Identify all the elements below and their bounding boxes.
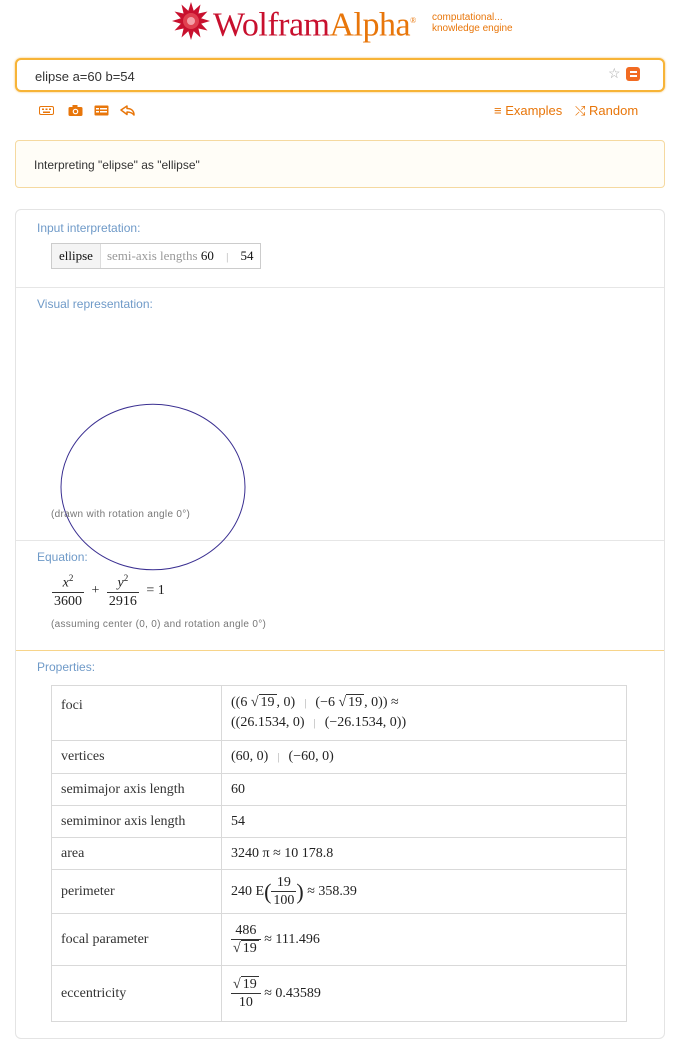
keyboard-icon[interactable] — [39, 104, 54, 117]
area-approx: ≈ 10 178.8 — [273, 845, 334, 861]
focal-parameter-approx: ≈ 111.496 — [264, 931, 320, 947]
perimeter-prefix: 240 E — [231, 883, 265, 899]
pod-equation — [16, 540, 664, 651]
favorite-star-icon[interactable]: ☆ — [608, 65, 621, 81]
fraction-numerator: 486 — [235, 922, 257, 938]
fraction-denominator: √ 19 — [231, 939, 261, 957]
focus-2-decimal: (−26.1534, 0) — [324, 715, 402, 730]
separator: | — [304, 697, 307, 709]
x-variable: x — [62, 575, 69, 591]
property-name: perimeter — [52, 870, 222, 914]
radicand: 19 — [242, 940, 257, 956]
pod-input-interpretation — [16, 210, 664, 288]
focus-2-coef: (−6 — [315, 695, 335, 710]
y-variable: y — [117, 575, 124, 591]
results-panel — [15, 209, 665, 1039]
equation-caption: (assuming center (0, 0) and rotation angle 0°) — [51, 619, 267, 630]
fraction-denominator: 10 — [231, 993, 261, 1011]
pod-properties — [16, 650, 664, 1051]
property-name: vertices — [52, 741, 222, 774]
visual-caption: (drawn with rotation angle 0°) — [51, 509, 191, 520]
property-value — [222, 741, 627, 774]
property-value — [222, 914, 627, 966]
logo-wordmark-wolfram: Wolfram — [213, 6, 330, 44]
radicand: 19 — [242, 976, 257, 992]
property-value: 240 E( $\frac{19}{100}$ ) ≈ 358.39 — [222, 870, 627, 914]
logo-wordmark[interactable] — [213, 0, 416, 46]
plus-sign: + — [91, 583, 100, 599]
input-interpretation-table — [51, 243, 261, 269]
property-value: ((6 √ 19 , 0) | (−6 √ 19 , 0)) ≈ ((26.1534, 0) | (−26.1534, 0)) — [222, 686, 627, 741]
camera-icon[interactable] — [68, 104, 83, 117]
vertex-1: (60, 0) — [231, 749, 269, 764]
property-name: foci — [52, 686, 222, 741]
property-row-perimeter — [52, 870, 627, 914]
separator: | — [313, 717, 316, 729]
focus-2-radicand: 19 — [348, 695, 363, 710]
pod-visual-representation — [16, 287, 664, 541]
equals-one: = 1 — [146, 583, 165, 599]
tagline-line-1: computational... — [432, 12, 503, 23]
separator: | — [226, 251, 229, 263]
property-value — [222, 838, 627, 870]
property-row-semimajor — [52, 774, 627, 806]
x-exponent: 2 — [68, 573, 74, 583]
input-value-b: 54 — [240, 248, 254, 263]
examples-link[interactable]: ≡ Examples — [494, 103, 563, 118]
property-name: eccentricity — [52, 966, 222, 1022]
pod-title: Properties: — [37, 660, 96, 674]
search-input[interactable] — [33, 64, 597, 88]
focus-1-radicand: 19 — [260, 695, 275, 710]
property-row-focal-parameter — [52, 914, 627, 966]
tagline — [432, 12, 513, 34]
property-value: 54 — [222, 806, 627, 838]
share-icon[interactable] — [120, 104, 135, 117]
focus-1-coef: (6 — [235, 695, 248, 710]
y-exponent: 2 — [123, 573, 129, 583]
wolfram-star-logo[interactable] — [171, 1, 211, 41]
y-fraction — [107, 573, 139, 610]
fraction-numerator: √ 19 — [233, 976, 257, 992]
interpretation-notice — [15, 140, 665, 188]
logo-wordmark-alpha: Alpha — [329, 6, 411, 44]
vertex-2: (−60, 0) — [288, 749, 334, 764]
perimeter-fraction — [271, 875, 296, 909]
property-row-eccentricity — [52, 966, 627, 1022]
search-box — [15, 58, 665, 92]
property-row-area — [52, 838, 627, 870]
random-link[interactable]: ⤭ Random — [575, 103, 639, 118]
approx-sign: ≈ — [391, 695, 399, 710]
header — [0, 0, 674, 50]
property-row-vertices — [52, 741, 627, 774]
property-row-semiminor — [52, 806, 627, 838]
focus-2-tail: , 0) — [364, 695, 383, 710]
area-exact: 3240 π — [231, 845, 270, 861]
input-value-a: 60 — [200, 248, 214, 263]
fraction-denominator: 100 — [273, 892, 295, 908]
input-property-cell — [101, 244, 260, 268]
separator: | — [277, 751, 280, 763]
focal-parameter-fraction — [231, 923, 261, 957]
fraction-numerator: 19 — [276, 874, 291, 890]
pod-title: Input interpretation: — [37, 221, 141, 235]
property-value: 60 — [222, 774, 627, 806]
eccentricity-fraction — [231, 977, 261, 1011]
focus-1-tail: , 0) — [276, 695, 296, 710]
eccentricity-approx: ≈ 0.43589 — [264, 985, 321, 1001]
y-denominator: 2916 — [108, 593, 137, 609]
x-denominator: 3600 — [54, 593, 82, 609]
perimeter-approx: ≈ 358.39 — [307, 883, 357, 899]
property-name: semiminor axis length — [52, 806, 222, 838]
pod-title: Visual representation: — [37, 297, 153, 311]
compute-button[interactable] — [626, 67, 640, 81]
trademark: ® — [410, 16, 416, 25]
interpretation-text: Interpreting "elipse" as "ellipse" — [34, 158, 200, 172]
ellipse-equation — [52, 573, 169, 610]
property-name: area — [52, 838, 222, 870]
property-name: semimajor axis length — [52, 774, 222, 806]
table-icon[interactable] — [94, 104, 109, 117]
input-entity: ellipse — [52, 244, 101, 268]
input-property: semi-axis lengths — [106, 248, 198, 263]
focus-1-decimal: (26.1534, 0) — [235, 715, 305, 730]
x-fraction — [52, 573, 84, 610]
pod-title: Equation: — [37, 550, 88, 564]
property-value — [222, 966, 627, 1022]
property-name: focal parameter — [52, 914, 222, 966]
properties-table — [51, 685, 627, 1022]
property-row-foci — [52, 686, 627, 741]
tagline-line-2: knowledge engine — [432, 23, 513, 34]
